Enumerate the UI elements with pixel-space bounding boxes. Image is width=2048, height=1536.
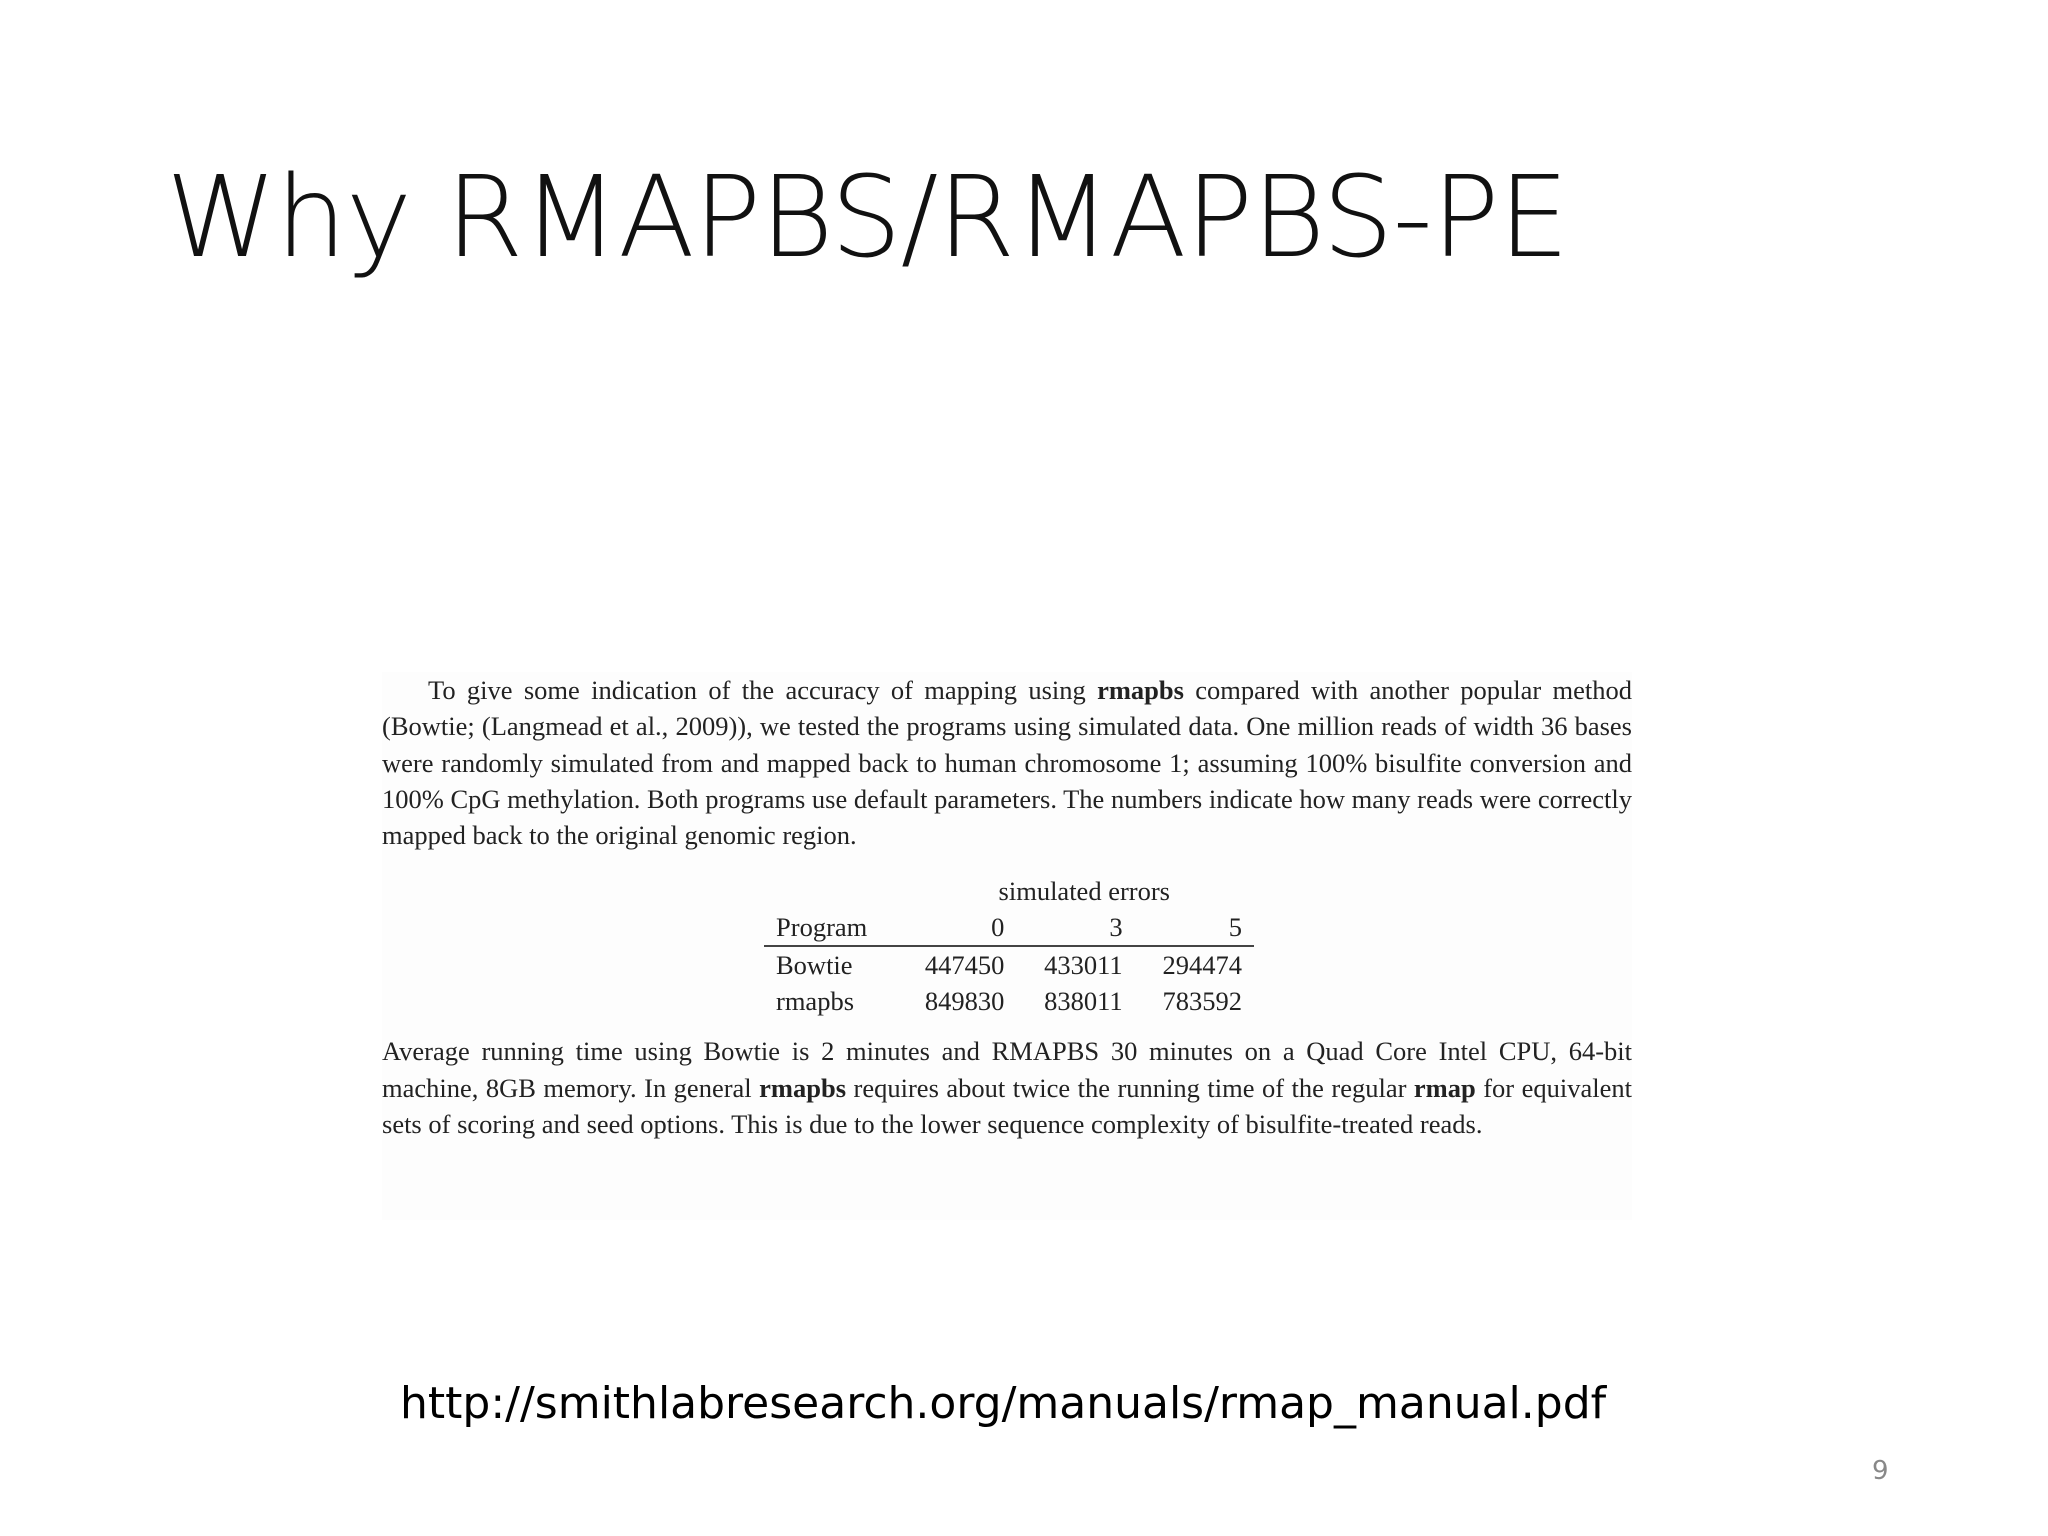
excerpt-paragraph-accuracy [382,672,1632,853]
table-cell: 849830 [924,986,1005,1017]
para1-bold-rmapbs: rmapbs [1097,675,1184,705]
excerpt-paragraph-running-time [382,1033,1632,1142]
table-cell: Bowtie [776,950,853,981]
table-cell: 433011 [1044,950,1123,981]
para1-text-1: To give some indication of the accuracy of mapping using [428,675,1098,705]
table-header-cell: 5 [1228,912,1242,943]
para2-text-3: for equivalent sets of scoring and seed options. This is due to the lower sequence complexity of bisulfite-treated reads. [382,1072,1632,1140]
para2-text-1: Average running time using Bowtie is 2 minutes and RMAPBS 30 minutes on a Quad Core Intel CPU, 64-bit machine, 8GB memory. In general [382,1036,1632,1103]
para2-text-2: requires about twice the running time of the regular [846,1072,1414,1103]
table-caption: simulated errors [998,876,1170,907]
table-cell: rmapbs [776,986,855,1017]
source-url: http://smithlabresearch.org/manuals/rmap_manual.pdf [400,1378,1607,1429]
para1-text-2: compared with another popular method (Bowtie; (Langmead et al., 2009)), we tested the programs using simulated data. One million reads of width 36 bases were randomly simulated from and mapped back to human chromosome 1; assuming 100% bisulfite conversion and 100% CpG methylation. Both programs use default parameters. The numbers indicate how many reads were correctly mapped back to the original genomic region. [382,675,1632,851]
table-row [764,983,1254,1019]
table-cell: 447450 [924,950,1005,981]
table-cell: 838011 [1044,986,1123,1017]
para2-bold-rmapbs: rmapbs [759,1072,847,1103]
slide-title: Why RMAPBS/RMAPBS-PE [166,153,1569,283]
page-number: 9 [1872,1456,1889,1486]
table-header-cell: 3 [1109,912,1123,943]
table-header-cell: Program [776,912,868,943]
table-row [764,946,1254,983]
results-table-block [764,873,1254,1019]
table-cell: 294474 [1162,950,1242,981]
para2-bold-rmap: rmap [1413,1072,1476,1103]
table-cell: 783592 [1162,986,1242,1017]
results-table [764,909,1254,1019]
manual-excerpt-image [382,672,1632,1220]
table-header-row [764,909,1254,946]
table-header-cell: 0 [991,912,1005,943]
